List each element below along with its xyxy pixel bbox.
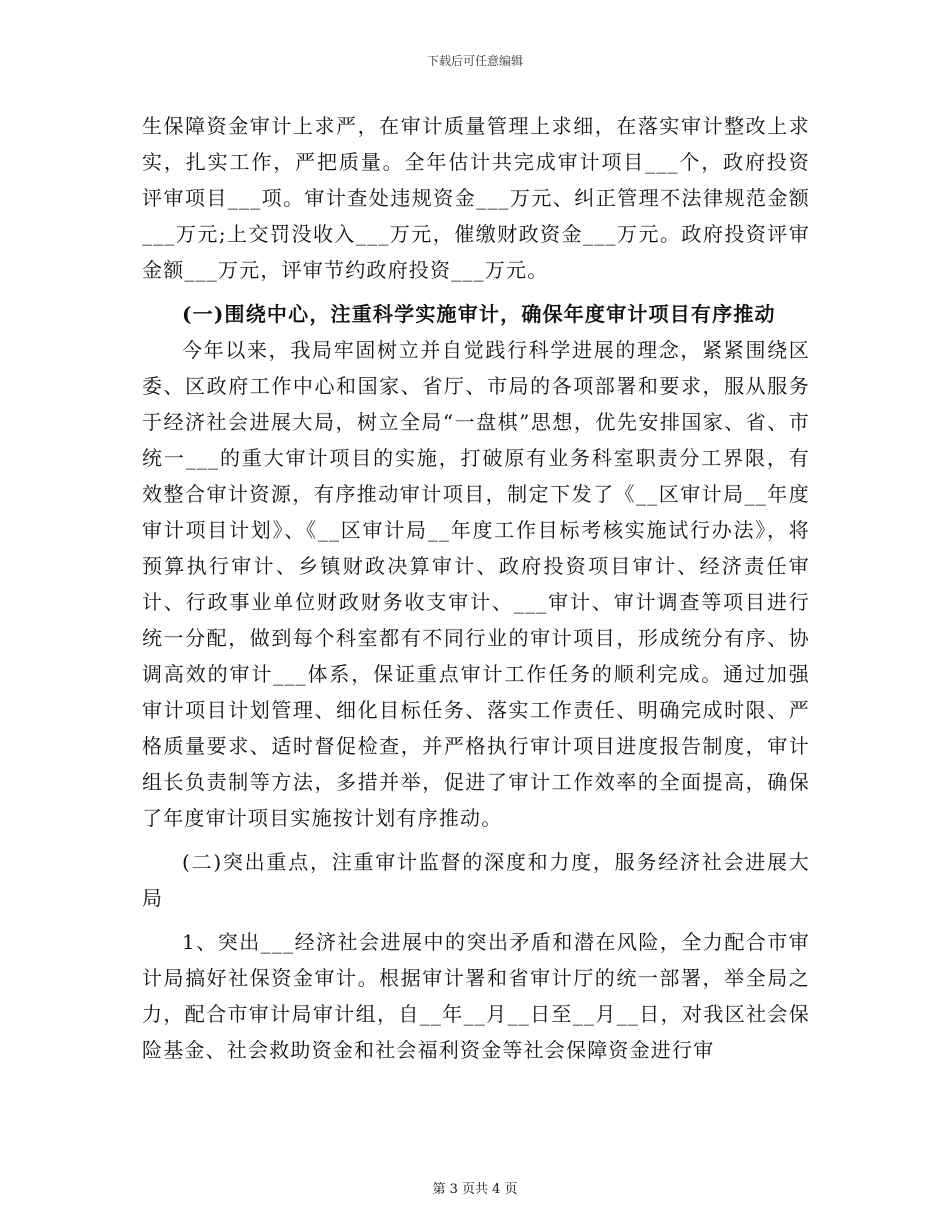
paragraph-continued: 生保障资金审计上求严，在审计质量管理上求细，在落实审计整改上求实，扎实工作，严把质量。全年估计共完成审计项目___个，政府投资评审项目___项。审计查处违规资金___万元、纠正管理不法律规范金额___万元;上交罚没收入___万元，催缴财政资金___万元。政府投资评审金额___万元，评审节约政府投资___万元。 [142,114,810,282]
paragraph-section-1: 今年以来，我局牢固树立并自觉践行科学进展的理念，紧紧围绕区委、区政府工作中心和国家、省厅、市局的各项部署和要求，服从服务于经济社会进展大局，树立全局“一盘棋”思想，优先安排国家、省、市统一___的重大审计项目的实施，打破原有业务科室职责分工界限，有效整合审计资源，有序推动审计项目，制定下发了《__区审计局__年度审计项目计划》、《__区审计局__年度工作目标考核实施试行办法》，将预算执行审计、乡镇财政决算审计、政府投资项目审计、经济责任审计、行政事业单位财政财务收支审计、___审计、审计调查等项目进行统一分配，做到每个科室都有不同行业的审计项目，形成统分有序、协调高效的审计___体系，保证重点审计工作任务的顺利完成。通过加强审计项目计划管理、细化目标任务、落实工作责任、明确完成时限、严格质量要求、适时督促检查，并严格执行审计项目进度报告制度，审计组长负责制等方法，多措并举，促进了审计工作效率的全面提高，确保了年度审计项目实施按计划有序推动。 [142,338,810,830]
section-heading-1: (一)围绕中心，注重科学实施审计，确保年度审计项目有序推动 [182,302,776,326]
page-header-note: 下载后可任意编辑 [426,54,523,68]
page-number: 第 3 页共 4 页 [432,1182,518,1197]
section-heading-2: (二)突出重点，注重审计监督的深度和力度，服务经济社会进展大局 [142,850,810,910]
document-body [142,108,810,1068]
paragraph-item-1: 1、突出___经济社会进展中的突出矛盾和潜在风险，全力配合市审计局搞好社保资金审计。根据审计署和省审计厅的统一部署，举全局之力，配合市审计局审计组，自__年__月__日至__月__日，对我区社会保险基金、社会救助资金和社会福利资金等社会保障资金进行审 [142,930,810,1062]
